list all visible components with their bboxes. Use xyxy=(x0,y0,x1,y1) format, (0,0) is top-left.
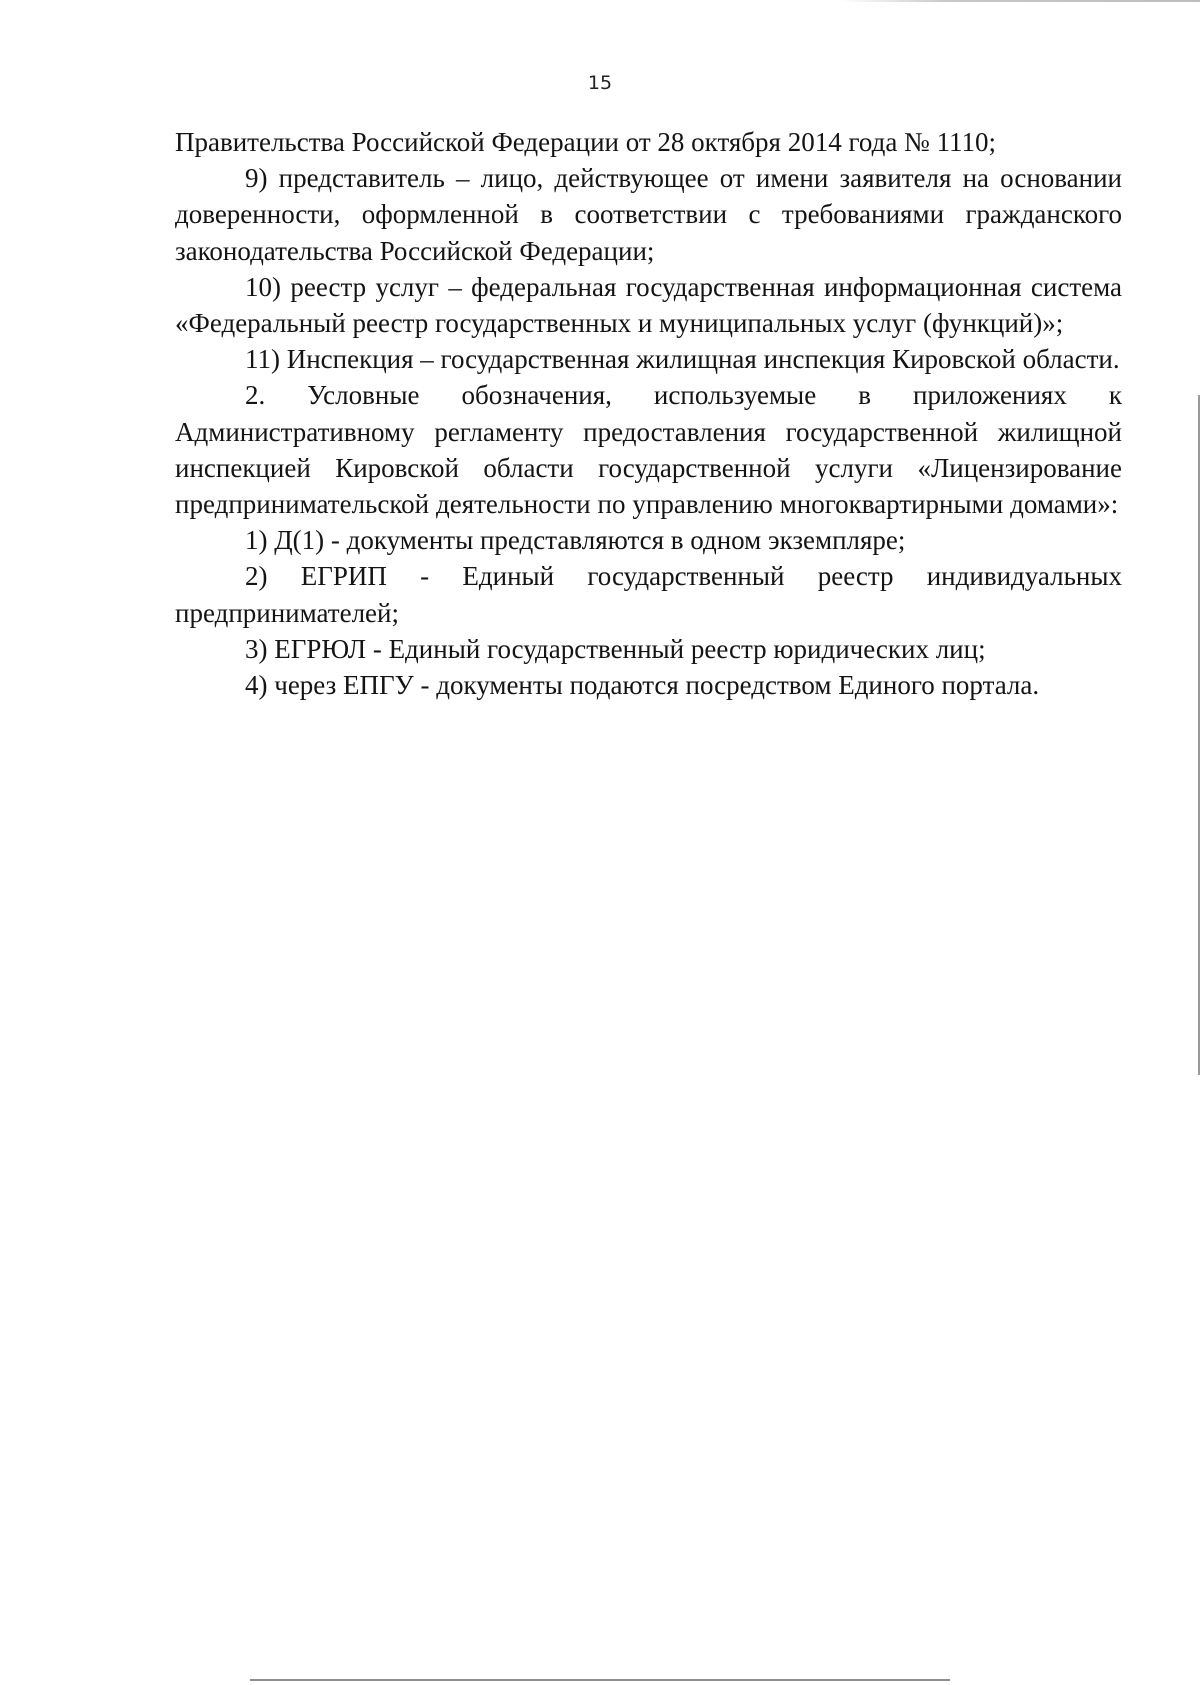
paragraph-symbol-3: 3) ЕГРЮЛ - Единый государственный реестр юридических лиц; xyxy=(245,633,986,664)
paragraph-continuation: Правительства Российской Федерации от 28 октября 2014 года № 1110; xyxy=(175,127,997,157)
paragraph-item-9-representative: 9) представитель – лицо, действующее от имени заявителя на основании доверенности, оформленной в соответствии с требованиями гражданского законодательства Российской Федерации; xyxy=(175,163,1122,266)
scan-edge-top xyxy=(840,0,1200,2)
paragraph-symbol-2: 2) ЕГРИП - Единый государственный реестр индивидуальных предпринимателей; xyxy=(175,561,1122,628)
page-number: 15 xyxy=(587,72,613,94)
paragraph-item-10-registry: 10) реестр услуг – федеральная государственная информационная система «Федеральный реестр государственных и муниципальных услуг (функций)»; xyxy=(175,271,1122,339)
paragraph-item-11-inspection: 11) Инспекция – государственная жилищная инспекция Кировской области. xyxy=(245,344,1120,375)
document-body xyxy=(175,124,1122,703)
scan-edge-bottom xyxy=(250,1679,950,1681)
paragraph-symbol-1: 1) Д(1) - документы представляются в одном экземпляре; xyxy=(245,525,906,556)
paragraph-symbol-4: 4) через ЕПГУ - документы подаются посредством Единого портала. xyxy=(245,670,1040,701)
paragraph-section-2-symbols: 2. Условные обозначения, используемые в приложениях к Административному регламенту предоставления государственной жилищной инспекцией Кировской области государственной услуги «Лицензирование предпринимательской деятельности по управлению многоквартирными домами»: xyxy=(175,380,1122,520)
